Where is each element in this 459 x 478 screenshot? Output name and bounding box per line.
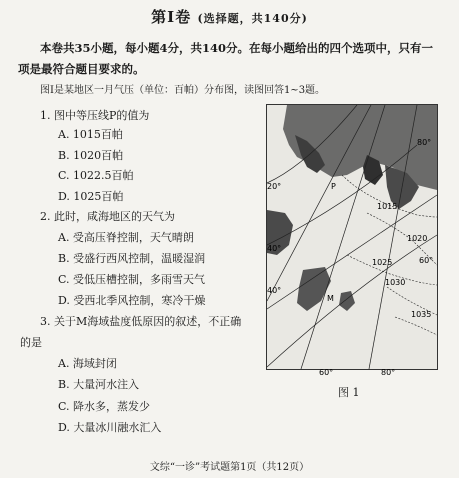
q1-option-c: C. 1022.5百帕	[58, 169, 134, 182]
q2-option-c: C. 受低压槽控制，多雨雪天气	[58, 273, 206, 286]
point-label-p: P	[331, 182, 336, 191]
figure-intro: 图Ⅰ是某地区一月气压（单位：百帕）分布图，读图回答1~3题。	[40, 85, 326, 96]
isobar-label-1015: 1015	[377, 202, 398, 211]
q3-option-d: D. 大量冰川融水汇入	[58, 421, 162, 434]
lat-label-60: 60°	[419, 256, 434, 265]
isobar-label-1020: 1020	[407, 234, 428, 243]
lon-label-80: 80°	[381, 368, 396, 377]
page-footer: 文综“一诊”考试题第1页（共12页）	[149, 462, 310, 473]
section-title-sub: (选择题，共140分)	[197, 12, 308, 25]
lat-label-40-lower: 40°	[267, 286, 282, 295]
lon-label-60: 60°	[319, 368, 334, 377]
isobar-label-1035: 1035	[411, 310, 432, 319]
q1-option-b: B. 1020百帕	[58, 149, 124, 162]
q2-option-d: D. 受西北季风控制，寒冷干燥	[58, 294, 206, 307]
question-3-stem: 3. 关于M海域盐度低原因的叙述，不正确	[40, 315, 242, 328]
question-1-stem: 1. 图中等压线P的值为	[40, 109, 150, 122]
instructions: 本卷共35小题，每小题4分，共140分。在每小题给出的四个选项中，只有一项是最符合题目要求的。	[18, 41, 434, 76]
section-title-main: 第Ⅰ卷	[151, 8, 192, 26]
aral-lake	[339, 291, 355, 311]
pressure-map-svg	[267, 105, 437, 377]
isobar-label-1025: 1025	[372, 258, 393, 267]
question-3-stem-cont: 的是	[20, 336, 42, 349]
q2-option-a: A. 受高压脊控制，天气晴朗	[58, 231, 194, 244]
section-title	[0, 6, 459, 27]
q3-option-a: A. 海域封闭	[58, 357, 117, 370]
figure-caption: 图 1	[338, 386, 360, 399]
pressure-map	[266, 104, 438, 377]
caspian-lake	[297, 267, 331, 311]
lat-label-40-upper: 40°	[267, 244, 282, 253]
q1-option-d: D. 1025百帕	[58, 190, 124, 203]
isobar-label-1030: 1030	[385, 278, 406, 287]
q2-option-b: B. 受盛行西风控制，温暖湿润	[58, 252, 206, 265]
point-label-m: M	[327, 294, 334, 303]
lat-label-20: 20°	[267, 182, 282, 191]
q3-option-b: B. 大量河水注入	[58, 378, 140, 391]
lat-label-80: 80°	[417, 138, 432, 147]
question-2-stem: 2. 此时，咸海地区的天气为	[40, 210, 175, 223]
q1-option-a: A. 1015百帕	[58, 128, 123, 141]
q3-option-c: C. 降水多，蒸发少	[58, 400, 151, 413]
